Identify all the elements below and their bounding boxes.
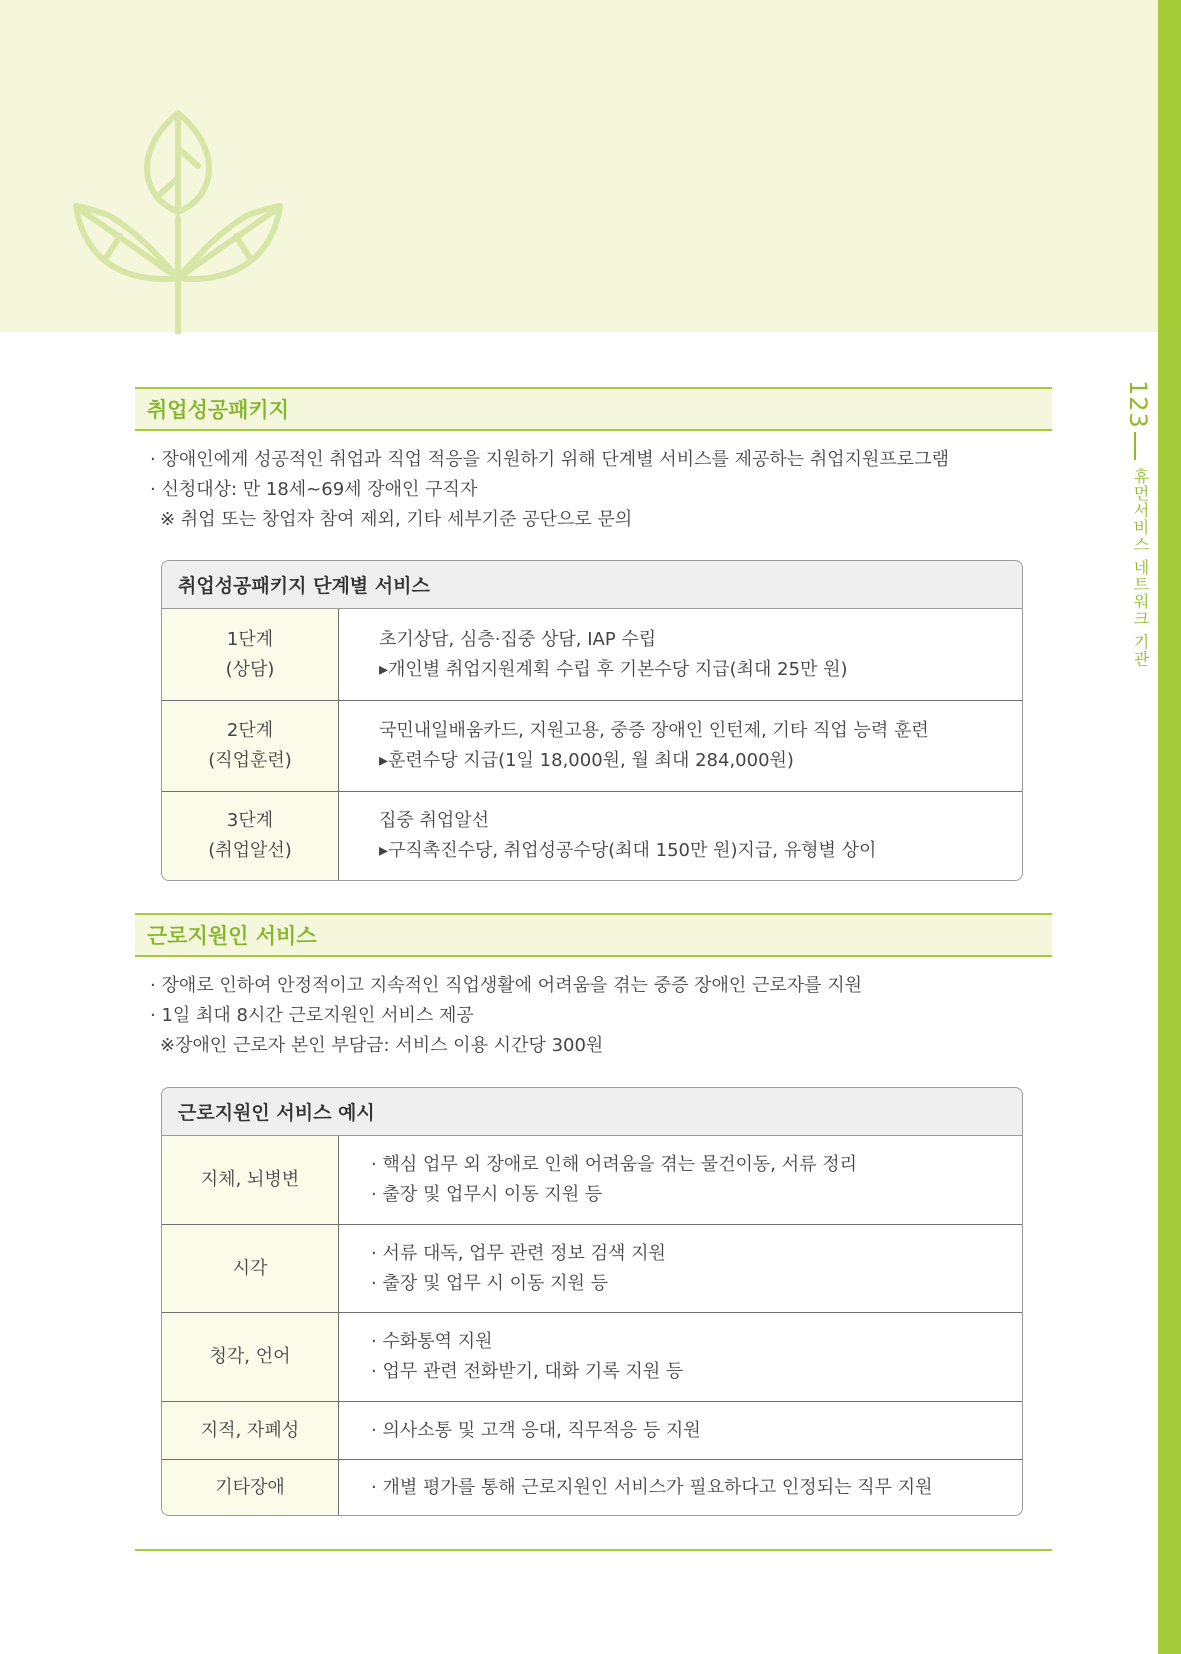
bullet-item: · 신청대상: 만 18세~69세 장애인 구직자	[150, 479, 478, 500]
table-header	[162, 561, 1022, 609]
stage-name: (취업알선)	[208, 840, 292, 861]
section-description	[135, 971, 1052, 1061]
support-content	[339, 1136, 1022, 1224]
table-row	[162, 1224, 1022, 1312]
section-description	[135, 445, 1052, 535]
running-header	[1118, 380, 1152, 680]
header-band	[0, 0, 1158, 332]
section-title: 취업성공패키지	[147, 398, 290, 422]
content-line: ▸구직촉진수당, 취업성공수당(최대 150만 원)지급, 유형별 상이	[379, 840, 877, 861]
content-line: · 수화통역 지원	[371, 1331, 493, 1352]
stage-label	[162, 609, 339, 700]
disability-type: 기타장애	[162, 1460, 339, 1515]
stage-number: 3단계	[226, 810, 274, 831]
support-content	[339, 1313, 1022, 1401]
section-header	[135, 387, 1052, 431]
assistant-examples-table	[161, 1087, 1023, 1516]
content-line: · 출장 및 업무 시 이동 지원 등	[371, 1272, 609, 1294]
disability-type: 시각	[162, 1225, 339, 1312]
section-title: 근로지원인 서비스	[147, 924, 317, 948]
side-accent-bar	[1158, 0, 1181, 1654]
bullet-item: · 장애로 인하여 안정적이고 지속적인 직업생활에 어려움을 겪는 중증 장애인 근로자를 지원	[150, 975, 863, 996]
disability-type: 지체, 뇌병변	[162, 1136, 339, 1224]
content-line: ▸개인별 취업지원계획 수립 후 기본수당 지급(최대 25만 원)	[379, 658, 848, 680]
support-content	[339, 1402, 1022, 1459]
note-text: ※ 취업 또는 창업자 참여 제외, 기타 세부기준 공단으로 문의	[160, 509, 633, 530]
bottom-divider	[135, 1549, 1052, 1551]
table-row	[162, 1401, 1022, 1459]
stage-label	[162, 792, 339, 880]
content-line: ▸훈련수당 지급(1일 18,000원, 월 최대 284,000원)	[379, 750, 794, 771]
disability-type: 청각, 언어	[162, 1313, 339, 1401]
stage-number: 1단계	[226, 628, 274, 650]
table-header	[162, 1088, 1022, 1136]
support-content	[339, 1460, 1022, 1515]
section-label: 휴먼서비스 네트워크 기관	[1131, 468, 1150, 668]
table-title: 취업성공패키지 단계별 서비스	[178, 575, 430, 597]
content-line: · 핵심 업무 외 장애로 인해 어려움을 겪는 물건이동, 서류 정리	[371, 1154, 857, 1175]
stage-number: 2단계	[226, 720, 274, 741]
table-row	[162, 1459, 1022, 1515]
stage-label	[162, 701, 339, 791]
content-line: · 출장 및 업무시 이동 지원 등	[371, 1184, 603, 1205]
table-title: 근로지원인 서비스 예시	[178, 1102, 375, 1124]
stage-services-table	[161, 560, 1023, 881]
support-content	[339, 1225, 1022, 1312]
section-header	[135, 913, 1052, 957]
bullet-item: · 장애인에게 성공적인 취업과 직업 적응을 지원하기 위해 단계별 서비스를 제공하는 취업지원프로그램	[150, 449, 949, 470]
content-line: 초기상담, 심층·집중 상담, IAP 수립	[379, 628, 657, 650]
table-row	[162, 700, 1022, 791]
disability-type: 지적, 자폐성	[162, 1402, 339, 1459]
content-line: · 개별 평가를 통해 근로지원인 서비스가 필요하다고 인정되는 직무 지원	[371, 1476, 933, 1498]
section-work-assistant	[135, 913, 1052, 1061]
content-line: · 서류 대독, 업무 관련 정보 검색 지원	[371, 1242, 666, 1264]
leaf-sprout-icon	[70, 108, 285, 334]
content-line: 국민내일배움카드, 지원고용, 중증 장애인 인턴제, 기타 직업 능력 훈련	[379, 720, 929, 741]
table-row	[162, 1312, 1022, 1401]
content-line: 집중 취업알선	[379, 810, 490, 831]
note-text: ※장애인 근로자 본인 부담금: 서비스 이용 시간당 300원	[160, 1035, 604, 1056]
table-row	[162, 609, 1022, 700]
content-line: · 업무 관련 전화받기, 대화 기록 지원 등	[371, 1361, 684, 1382]
table-row	[162, 1136, 1022, 1224]
page-separator	[1134, 432, 1136, 460]
stage-content	[339, 792, 1022, 880]
table-row	[162, 791, 1022, 880]
page-number: 123	[1124, 380, 1152, 429]
stage-content	[339, 609, 1022, 700]
section-employment-package	[135, 387, 1052, 535]
stage-content	[339, 701, 1022, 791]
stage-name: (상담)	[225, 658, 275, 680]
bullet-item: · 1일 최대 8시간 근로지원인 서비스 제공	[150, 1005, 474, 1026]
content-line: · 의사소통 및 고객 응대, 직무적응 등 지원	[371, 1419, 701, 1441]
stage-name: (직업훈련)	[208, 750, 292, 771]
